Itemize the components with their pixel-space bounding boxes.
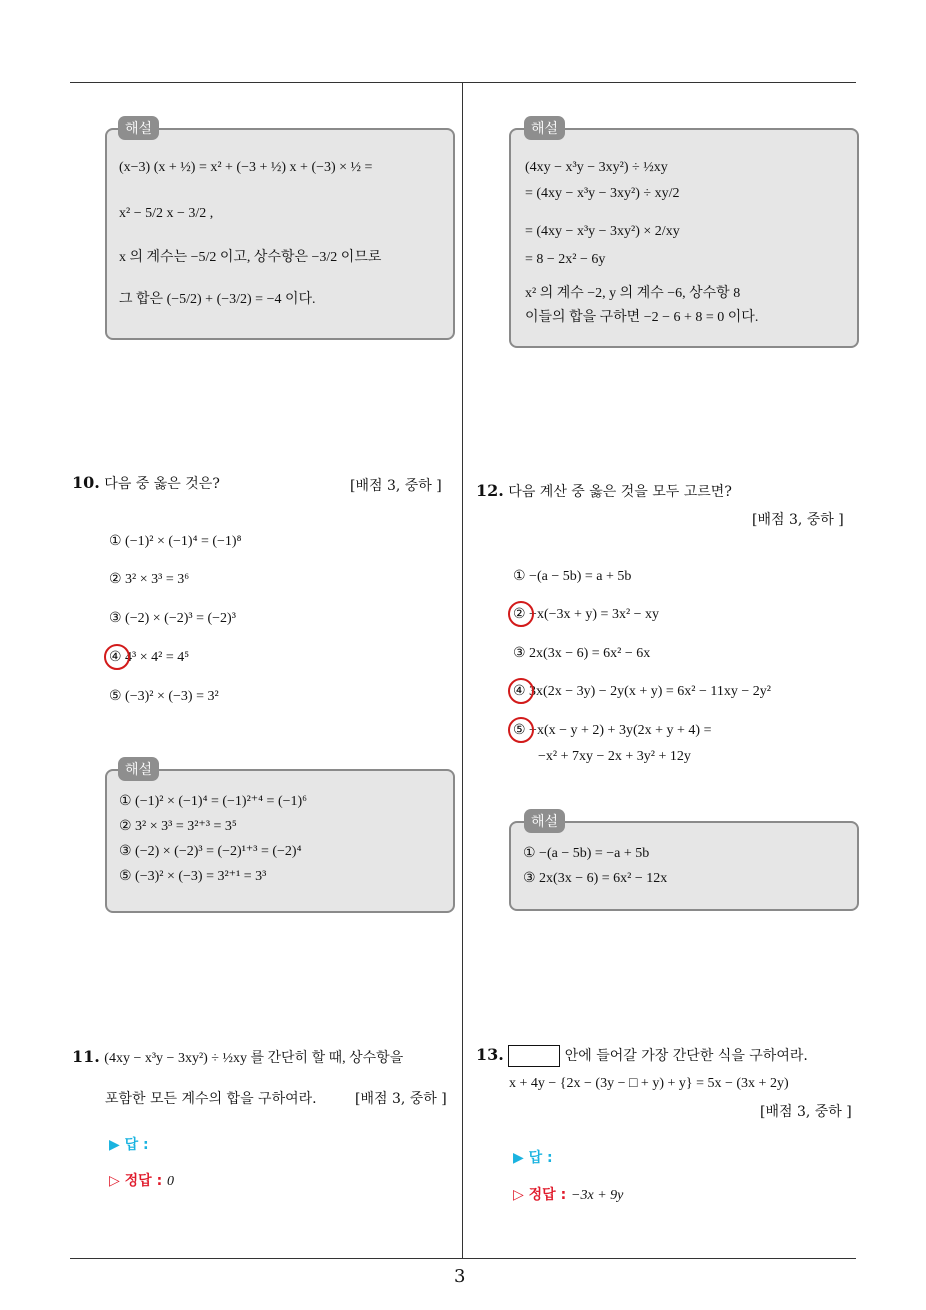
option-2: ② −x(−3x + y) = 3x² − xy: [513, 607, 660, 622]
option-4: ④ 4³ × 4² = 4⁵: [109, 650, 190, 665]
option-1: ① (−1)² × (−1)⁴ = (−1)⁸: [109, 534, 242, 549]
option-3: ③ 2x(3x − 6) = 6x² − 6x: [513, 646, 651, 661]
top-rule: [70, 82, 856, 83]
correct-value: 0: [167, 1174, 175, 1189]
question-text: 다음 중 옳은 것은?: [104, 476, 220, 492]
solution-line: ⑤ (−3)² × (−3) = 3²⁺¹ = 3³: [119, 869, 267, 884]
solution-line: = (4xy − x³y − 3xy²) × 2/xy: [525, 224, 680, 239]
solution-line: x² − 5/2 x − 3/2 ,: [119, 206, 214, 221]
solution-line: ① −(a − 5b) = −a + 5b: [523, 846, 650, 861]
option-5-cont: −x² + 7xy − 2x + 3y² + 12y: [538, 749, 691, 764]
solution-line: = 8 − 2x² − 6y: [525, 252, 606, 267]
question-score: [배점 3, 중하 ]: [760, 1104, 852, 1120]
question-score: [배점 3, 중하 ]: [350, 478, 442, 494]
solution-line: ③ (−2) × (−2)³ = (−2)¹⁺³ = (−2)⁴: [119, 844, 302, 859]
selected-answer-mark: [104, 644, 130, 670]
question-number: 11.: [72, 1047, 100, 1066]
solution-box: [105, 769, 455, 913]
question-11: [72, 1047, 403, 1067]
question-number: 10.: [72, 473, 100, 492]
solution-line: 그 합은 (−5/2) + (−3/2) = −4 이다.: [119, 292, 316, 307]
correct-answer: [109, 1170, 174, 1190]
answer-field[interactable]: ▶ 답 :: [513, 1150, 553, 1166]
selected-answer-mark: [508, 601, 534, 627]
answer-field[interactable]: ▶ 답 :: [109, 1137, 149, 1153]
solution-line: (x−3) (x + ½) = x² + (−3 + ½) x + (−3) × ½ =: [119, 160, 373, 175]
solution-line: 이들의 합을 구하면 −2 − 6 + 8 = 0 이다.: [525, 310, 759, 325]
page-number: 3: [454, 1266, 466, 1287]
question-number: 12.: [476, 481, 504, 500]
question-text-cont: 포함한 모든 계수의 합을 구하여라.: [105, 1091, 317, 1107]
solution-label: 해설: [118, 116, 159, 140]
option-5: ⑤ (−3)² × (−3) = 3²: [109, 689, 219, 704]
solution-line: x² 의 계수 −2, y 의 계수 −6, 상수항 8: [525, 286, 741, 301]
question-13: [476, 1045, 808, 1067]
solution-line: ③ 2x(3x − 6) = 6x² − 12x: [523, 871, 668, 886]
question-score: [배점 3, 중하 ]: [752, 512, 844, 528]
question-text: 안에 들어갈 가장 간단한 식을 구하여라.: [564, 1048, 808, 1064]
question-expression: x + 4y − {2x − (3y − □ + y) + y} = 5x − (3x + 2y): [509, 1076, 789, 1091]
option-1: ① −(a − 5b) = a + 5b: [513, 569, 632, 584]
solution-box: [509, 821, 859, 911]
question-text: (4xy − x³y − 3xy²) ÷ ½xy 를 간단히 할 때, 상수항을: [104, 1051, 404, 1066]
option-5: ⑤ −x(x − y + 2) + 3y(2x + y + 4) =: [513, 723, 712, 738]
correct-answer: [513, 1184, 623, 1204]
selected-answer-mark: [508, 717, 534, 743]
question-text: 다음 계산 중 옳은 것을 모두 고르면?: [508, 484, 732, 500]
solution-line: x 의 계수는 −5/2 이고, 상수항은 −3/2 이므로: [119, 250, 382, 265]
solution-label: 해설: [524, 116, 565, 140]
correct-label: ▷ 정답 :: [109, 1173, 163, 1189]
solution-box: [105, 128, 455, 340]
correct-value: −3x + 9y: [571, 1188, 624, 1203]
question-score: [배점 3, 중하 ]: [355, 1091, 447, 1107]
solution-line: = (4xy − x³y − 3xy²) ÷ xy/2: [525, 186, 680, 201]
solution-line: ① (−1)² × (−1)⁴ = (−1)²⁺⁴ = (−1)⁶: [119, 794, 308, 809]
correct-label: ▷ 정답 :: [513, 1187, 567, 1203]
solution-box: [509, 128, 859, 348]
column-divider: [462, 83, 463, 1259]
solution-label: 해설: [524, 809, 565, 833]
selected-answer-mark: [508, 678, 534, 704]
question-10: [72, 473, 220, 493]
question-12: [476, 481, 732, 501]
question-number: 13.: [476, 1045, 504, 1064]
solution-line: ② 3² × 3³ = 3²⁺³ = 3⁵: [119, 819, 237, 834]
solution-label: 해설: [118, 757, 159, 781]
option-4: ④ 3x(2x − 3y) − 2y(x + y) = 6x² − 11xy − 2y²: [513, 684, 771, 699]
bottom-rule: [70, 1258, 856, 1259]
answer-blank-box: [508, 1045, 560, 1067]
option-2: ② 3² × 3³ = 3⁶: [109, 572, 190, 587]
solution-line: (4xy − x³y − 3xy²) ÷ ½xy: [525, 160, 668, 175]
option-3: ③ (−2) × (−2)³ = (−2)³: [109, 611, 236, 626]
